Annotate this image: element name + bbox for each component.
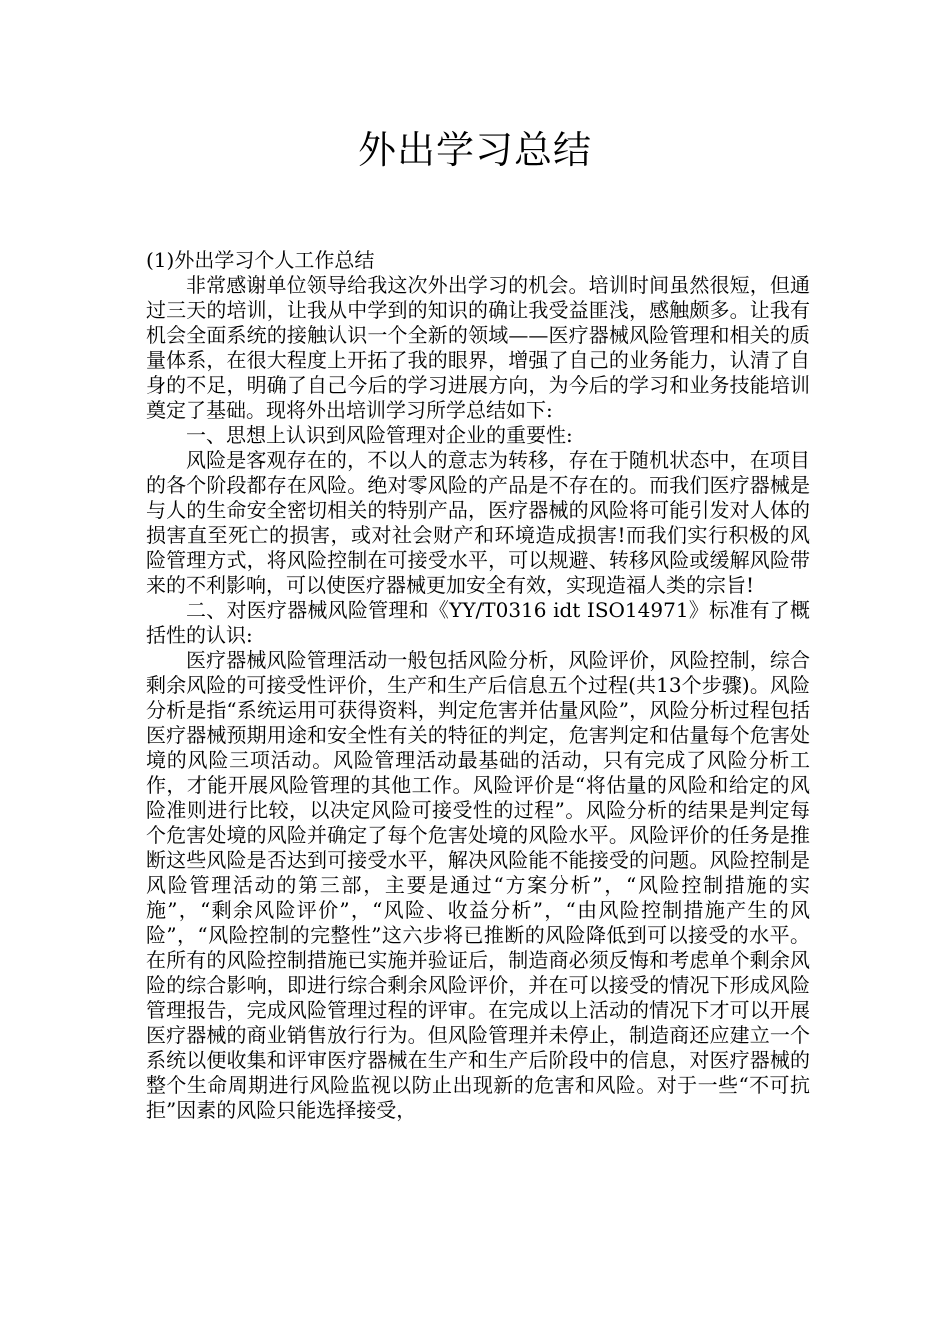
section-heading: (1)外出学习个人工作总结 bbox=[146, 248, 375, 272]
paragraph-heading-2: 二、对医疗器械风险管理和《YY/T0316 idt ISO14971》标准有了概括性的认识: bbox=[146, 598, 810, 647]
paragraph-risk-objective: 风险是客观存在的，不以人的意志为转移，存在于随机状态中，在项目的各个阶段都存在风险。绝对零风险的产品是不存在的。而我们医疗器械是与人的生命安全密切相关的特别产品，医疗器械的风险将可能引发对人体的损害直至死亡的损害，或对社会财产和环境造成损害!而我们实行积极的风险管理方式，将风险控制在可接受水平，可以规避、转移风险或缓解风险带来的不利影响，可以使医疗器械更加安全有效，实现造福人类的宗旨! bbox=[146, 448, 810, 597]
document-title: 外出学习总结 bbox=[357, 128, 592, 172]
paragraph-intro: 非常感谢单位领导给我这次外出学习的机会。培训时间虽然很短，但通过三天的培训，让我从中学到的知识的确让我受益匪浅，感触颇多。让我有机会全面系统的接触认识一个全新的领域——医疗器械风险管理和相关的质量体系，在很大程度上开拓了我的眼界，增强了自己的业务能力，认清了自身的不足，明确了自己今后的学习进展方向，为今后的学习和业务技能培训奠定了基础。现将外出培训学习所学总结如下: bbox=[146, 273, 810, 422]
document-body bbox=[146, 248, 810, 1123]
paragraph-risk-management: 医疗器械风险管理活动一般包括风险分析，风险评价，风险控制，综合剩余风险的可接受性评价，生产和生产后信息五个过程(共13个步骤)。风险分析是指“系统运用可获得资料，判定危害并估量风险”，风险分析过程包括医疗器械预期用途和安全性有关的特征的判定，危害判定和估量每个危害处境的风险三项活动。风险管理活动最基础的活动，只有完成了风险分析工作，才能开展风险管理的其他工作。风险评价是“将估量的风险和给定的风险准则进行比较，以决定风险可接受性的过程”。风险分析的结果是判定每个危害处境的风险并确定了每个危害处境的风险水平。风险评价的任务是推断这些风险是否达到可接受水平，解决风险能不能接受的问题。风险控制是风险管理活动的第三部，主要是通过“方案分析”，“风险控制措施的实施”，“剩余风险评价”，“风险、收益分析”，“由风险控制措施产生的风险”，“风险控制的完整性”这六步将已推断的风险降低到可以接受的水平。在所有的风险控制措施已实施并验证后，制造商必须反悔和考虑单个剩余风险的综合影响，即进行综合剩余风险评价，并在可以接受的情况下形成风险管理报告，完成风险管理过程的评审。在完成以上活动的情况下才可以开展医疗器械的商业销售放行行为。但风险管理并未停止，制造商还应建立一个系统以便收集和评审医疗器械在生产和生产后阶段中的信息，对医疗器械的整个生命周期进行风险监视以防止出现新的危害和风险。对于一些“不可抗拒”因素的风险只能选择接受， bbox=[146, 648, 810, 1122]
paragraph-heading-1: 一、思想上认识到风险管理对企业的重要性: bbox=[186, 423, 573, 447]
